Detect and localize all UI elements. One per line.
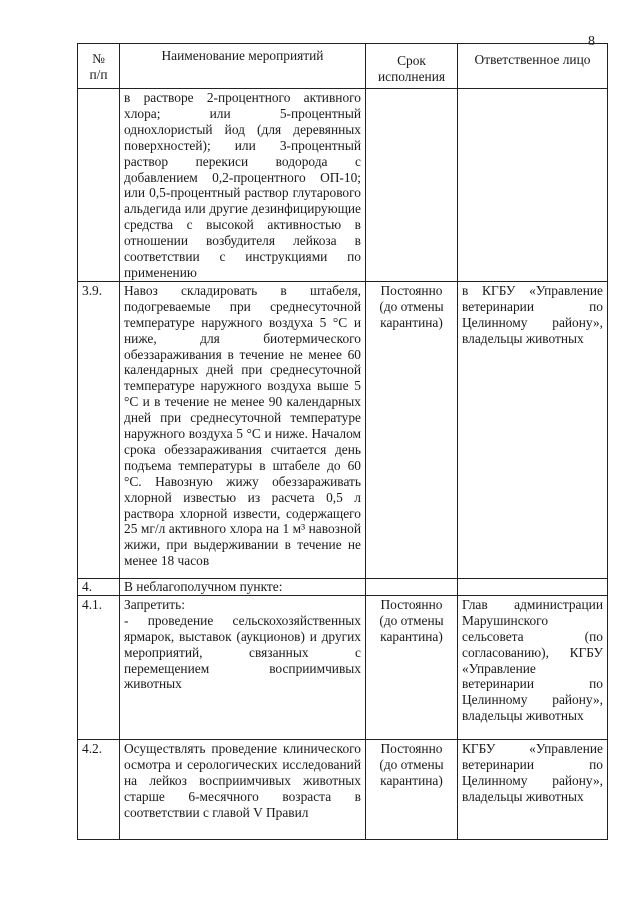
- table-row: [78, 739, 608, 839]
- row-name: в растворе 2-процентного активного хлора; или 5-процентный однохлористый йод (для деревянных поверхностей); или 3-процентный раствор перекиси водорода с добавлением 0,2-процентного ОП-10; или 0,5-процентный раствор глутарового альдегида или другие дезинфицирующие средства с высокой активностью в отношении возбудителя лейкоза в соответствии с инструкциями по применению: [120, 89, 366, 282]
- row-term: Постоянно (до отмены карантина): [366, 281, 458, 578]
- table-row: [78, 578, 608, 595]
- table-row: [78, 281, 608, 578]
- table-header-row: [78, 44, 608, 89]
- row-resp: Глав администрации Марушинского сельсовета (по согласованию), КГБУ «Управление ветеринарии по Целинному району», владельцы животных: [458, 595, 608, 739]
- row-num: 4.: [78, 578, 120, 595]
- row-term: [366, 578, 458, 595]
- row-resp: в КГБУ «Управление ветеринарии по Целинному району», владельцы животных: [458, 281, 608, 578]
- header-resp: Ответственное лицо: [458, 44, 608, 89]
- row-name: Осуществлять проведение клинического осмотра и серологических исследований на лейкоз восприимчивых животных старше 6-месячного возраста в соответствии с главой V Правил: [120, 739, 366, 839]
- row-term: [366, 89, 458, 282]
- row-num: 4.1.: [78, 595, 120, 739]
- row-resp: [458, 89, 608, 282]
- row-name: Запретить: - проведение сельскохозяйственных ярмарок, выставок (аукционов) и других мероприятий, связанных с перемещением восприимчивых животных: [120, 595, 366, 739]
- page-number: 8: [588, 34, 595, 49]
- header-term: Срок исполнения: [366, 44, 458, 89]
- table-row: [78, 89, 608, 282]
- header-name: Наименование мероприятий: [120, 44, 366, 89]
- row-resp: КГБУ «Управление ветеринарии по Целинному району», владельцы животных: [458, 739, 608, 839]
- header-num: № п/п: [78, 44, 120, 89]
- row-num: 4.2.: [78, 739, 120, 839]
- row-num: 3.9.: [78, 281, 120, 578]
- table-row: [78, 595, 608, 739]
- row-term: Постоянно (до отмены карантина): [366, 595, 458, 739]
- row-resp: [458, 578, 608, 595]
- row-name: В неблагополучном пункте:: [120, 578, 366, 595]
- row-num: [78, 89, 120, 282]
- measures-table: [77, 43, 608, 840]
- row-name: Навоз складировать в штабеля, подогреваемые при среднесуточной температуре наружного воздуха 5 °С и ниже, для биотермического обеззараживания в течение не менее 60 календарных дней при среднесуточной температуре наружного воздуха выше 5 °С и в течение не менее 90 календарных дней при среднесуточной температуре наружного воздуха 5 °С и ниже. Началом срока обеззараживания считается день подъема температуры в штабеле до 60 °С. Навозную жижу обеззараживать хлорной известью из расчета 0,5 л раствора хлорной извести, содержащего 25 мг/л активного хлора на 1 м³ навозной жижи, при выдерживании в течение не менее 18 часов: [120, 281, 366, 578]
- row-term: Постоянно (до отмены карантина): [366, 739, 458, 839]
